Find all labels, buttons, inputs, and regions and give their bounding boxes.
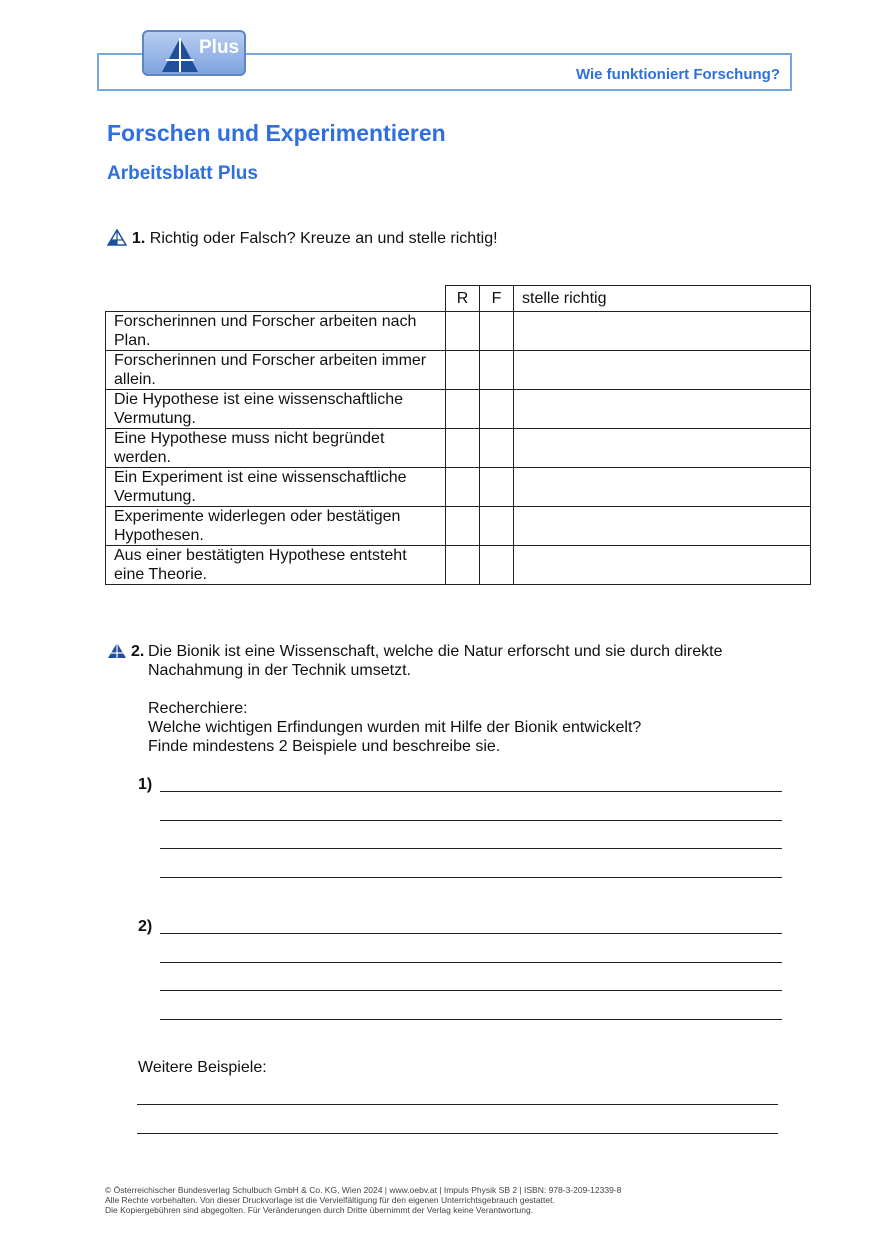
checkbox-r[interactable]: [446, 546, 480, 585]
correction-field[interactable]: [514, 468, 811, 507]
pyramid-outline-icon: [107, 229, 127, 246]
statement-cell: Die Hypothese ist eine wissenschaftliche Vermutung.: [106, 390, 446, 429]
correction-field[interactable]: [514, 546, 811, 585]
checkbox-r[interactable]: [446, 390, 480, 429]
answer-2-line[interactable]: [160, 990, 782, 991]
statement-cell: Forscherinnen und Forscher arbeiten immer allein.: [106, 351, 446, 390]
task-2-intro: Die Bionik ist eine Wissenschaft, welche die Natur erforscht und sie durch direkte Nachahmung in der Technik umsetzt.: [148, 643, 723, 679]
page-title: Forschen und Experimentieren: [107, 120, 446, 146]
table-row: [106, 429, 811, 468]
table-header-row: [106, 286, 811, 312]
checkbox-f[interactable]: [480, 390, 514, 429]
column-header-f: F: [480, 286, 514, 312]
pyramid-filled-icon: [107, 642, 127, 659]
column-header-r: R: [446, 286, 480, 312]
plus-logo: [142, 30, 246, 76]
checkbox-r[interactable]: [446, 507, 480, 546]
answer-2-line[interactable]: [160, 962, 782, 963]
section-title: Wie funktioniert Forschung?: [575, 66, 780, 83]
answer-2-label: 2): [138, 918, 153, 935]
research-instruction: Finde mindestens 2 Beispiele und beschreibe sie.: [148, 738, 501, 755]
table-row: [106, 390, 811, 429]
correction-field[interactable]: [514, 507, 811, 546]
task-1-number: 1.: [132, 230, 146, 247]
page-subtitle: Arbeitsblatt Plus: [107, 163, 258, 184]
statement-cell: Ein Experiment ist eine wissenschaftliche Vermutung.: [106, 468, 446, 507]
table-row: [106, 468, 811, 507]
table-corner: [106, 286, 446, 312]
checkbox-f[interactable]: [480, 507, 514, 546]
correction-field[interactable]: [514, 312, 811, 351]
footer-disclaimer: Die Kopiergebühren sind abgegolten. Für Veränderungen durch Dritte übernimmt der Verlag keine Verantwortung.: [105, 1205, 534, 1215]
research-label: Recherchiere:: [148, 700, 248, 717]
statement-cell: Aus einer bestätigten Hypothese entsteht eine Theorie.: [106, 546, 446, 585]
statement-cell: Experimente widerlegen oder bestätigen Hypothesen.: [106, 507, 446, 546]
table-row: [106, 507, 811, 546]
table-row: [106, 546, 811, 585]
answer-2-line[interactable]: [160, 933, 782, 934]
checkbox-f[interactable]: [480, 468, 514, 507]
correction-field[interactable]: [514, 351, 811, 390]
task-1-text: Richtig oder Falsch? Kreuze an und stelle richtig!: [149, 230, 498, 247]
pyramid-icon: [160, 36, 200, 74]
statement-cell: Forscherinnen und Forscher arbeiten nach Plan.: [106, 312, 446, 351]
checkbox-f[interactable]: [480, 546, 514, 585]
footer-copyright: © Österreichischer Bundesverlag Schulbuch GmbH & Co. KG, Wien 2024 | www.oebv.at | Impuls Physik SB 2 | ISBN: 978-3-209-12339-8: [105, 1185, 622, 1195]
correction-field[interactable]: [514, 429, 811, 468]
more-examples-line[interactable]: [137, 1104, 778, 1105]
true-false-table: [105, 285, 811, 585]
table-row: [106, 351, 811, 390]
checkbox-r[interactable]: [446, 351, 480, 390]
answer-1-label: 1): [138, 776, 153, 793]
more-examples-line[interactable]: [137, 1133, 778, 1134]
footer-rights: Alle Rechte vorbehalten. Von dieser Druckvorlage ist die Vervielfältigung für den eigenen Unterrichtsgebrauch gestattet.: [105, 1195, 555, 1205]
research-question: Welche wichtigen Erfindungen wurden mit Hilfe der Bionik entwickelt?: [148, 719, 642, 736]
table-row: [106, 312, 811, 351]
checkbox-f[interactable]: [480, 429, 514, 468]
answer-1-line[interactable]: [160, 877, 782, 878]
checkbox-r[interactable]: [446, 429, 480, 468]
correction-field[interactable]: [514, 390, 811, 429]
footer: [105, 1185, 621, 1215]
answer-1-line[interactable]: [160, 820, 782, 821]
checkbox-f[interactable]: [480, 351, 514, 390]
answer-1-line[interactable]: [160, 848, 782, 849]
logo-text: Plus: [199, 37, 240, 58]
answer-1-line[interactable]: [160, 791, 782, 792]
column-header-correction: stelle richtig: [514, 286, 811, 312]
checkbox-f[interactable]: [480, 312, 514, 351]
answer-2-line[interactable]: [160, 1019, 782, 1020]
checkbox-r[interactable]: [446, 468, 480, 507]
checkbox-r[interactable]: [446, 312, 480, 351]
statement-cell: Eine Hypothese muss nicht begründet werden.: [106, 429, 446, 468]
task-2-number: 2.: [131, 643, 145, 660]
more-examples-label: Weitere Beispiele:: [138, 1059, 267, 1076]
